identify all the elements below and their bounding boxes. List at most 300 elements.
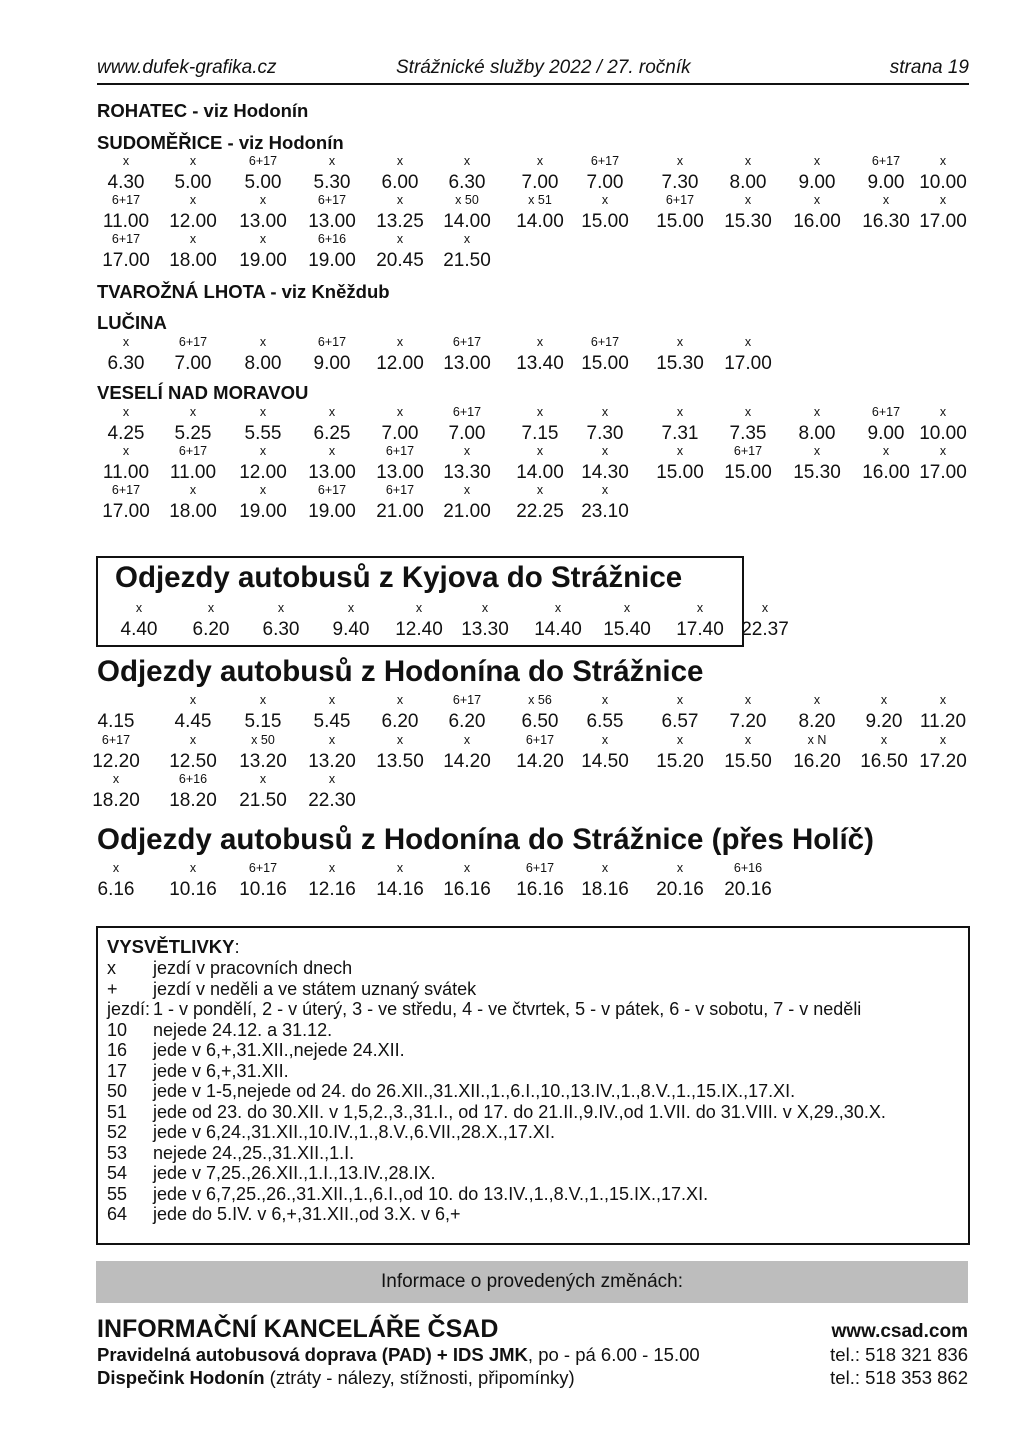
departure-cell (223, 860, 303, 900)
departure-flag: x (744, 193, 752, 207)
departure-cell (708, 192, 788, 232)
legend-item (107, 1020, 332, 1041)
departure-flag: x (328, 861, 336, 875)
changes-info-bar: Informace o provedených změnách: (96, 1261, 968, 1303)
departure-flag: x (536, 444, 544, 458)
departure-flag: x (328, 772, 336, 786)
departure-flag: x (122, 444, 130, 458)
departure-time: 6.30 (448, 172, 486, 193)
departure-cell (725, 600, 805, 640)
departure-time: 21.50 (239, 790, 287, 811)
departure-flag: 6+16 (317, 232, 347, 246)
departure-time: 13.00 (308, 211, 356, 232)
departure-time: 6.20 (448, 711, 486, 732)
departure-flag: x (676, 444, 684, 458)
departure-time: 7.00 (174, 353, 212, 374)
departure-flag: 6+17 (317, 483, 347, 497)
legend-description: jede v 6,+,31.XII. (153, 1060, 289, 1081)
departure-time: 17.20 (919, 751, 967, 772)
departure-time: 11.20 (919, 711, 967, 732)
departure-flag: x (463, 232, 471, 246)
departure-time: 16.00 (862, 462, 910, 483)
departure-flag: x (939, 405, 947, 419)
departure-flag: 6+17 (590, 335, 620, 349)
departure-flag: x 56 (528, 693, 552, 707)
departure-flag: x (939, 444, 947, 458)
departure-time: 14.40 (534, 619, 582, 640)
departure-time: 7.30 (661, 172, 699, 193)
legend-item (107, 1102, 886, 1123)
departure-cell (241, 600, 321, 640)
departure-cell (903, 192, 983, 232)
departure-cell (223, 192, 303, 232)
section-title-sudomerice: SUDOMĚŘICE - viz Hodonín (97, 132, 344, 153)
departure-time: 18.20 (169, 790, 217, 811)
hodonin-title: Odjezdy autobusů z Hodonína do Strážnice (97, 655, 704, 688)
departure-time: 7.00 (448, 423, 486, 444)
departure-time: 18.16 (581, 879, 629, 900)
departure-time: 9.00 (867, 172, 905, 193)
departure-time: 6.50 (521, 711, 559, 732)
departure-cell (708, 153, 788, 193)
departure-time: 17.00 (919, 211, 967, 232)
departure-cell (445, 600, 525, 640)
departure-time: 21.50 (443, 250, 491, 271)
legend-description: jede do 5.IV. v 6,+,31.XII.,od 3.X. v 6,+ (153, 1204, 461, 1224)
departure-flag: x (536, 335, 544, 349)
departure-flag: x (396, 733, 404, 747)
departure-cell (565, 192, 645, 232)
legend-box (96, 926, 970, 1245)
departure-flag: x (813, 405, 821, 419)
departure-flag: x (122, 405, 130, 419)
departure-time: 22.30 (308, 790, 356, 811)
departure-flag: x (189, 232, 197, 246)
departure-time: 9.00 (798, 172, 836, 193)
departure-time: 19.00 (239, 501, 287, 522)
departure-cell (427, 153, 507, 193)
departure-flag: x (744, 154, 752, 168)
departure-cell (153, 771, 233, 811)
departure-flag: x (259, 193, 267, 207)
footer-tel-dispecink: tel.: 518 353 862 (830, 1367, 968, 1388)
legend-description: jezdí v neděli a ve státem uznaný svátek (153, 978, 477, 999)
departure-flag: 6+17 (452, 405, 482, 419)
departure-flag: x (396, 232, 404, 246)
departure-flag: x (259, 335, 267, 349)
departure-time: 6.20 (192, 619, 230, 640)
departure-time: 6.16 (97, 879, 135, 900)
departure-time: 19.00 (239, 250, 287, 271)
departure-time: 14.50 (581, 751, 629, 772)
departure-cell (171, 600, 251, 640)
departure-time: 6.25 (313, 423, 351, 444)
legend-description: jede v 7,25.,26.XII.,1.I.,13.IV.,28.IX. (153, 1163, 436, 1183)
departure-time: 4.30 (107, 172, 145, 193)
legend-key: 53 (107, 1142, 128, 1163)
departure-flag: 6+16 (733, 861, 763, 875)
section-title-tvarozna-lhota: TVAROŽNÁ LHOTA - viz Kněždub (97, 281, 390, 302)
departure-flag: x (347, 601, 355, 615)
departure-cell (777, 153, 857, 193)
footer-url[interactable]: www.csad.com (831, 1321, 968, 1342)
departure-cell (223, 692, 303, 732)
departure-time: 23.10 (581, 501, 629, 522)
departure-cell (427, 732, 507, 772)
departure-flag: x (328, 733, 336, 747)
section-title-lucina: LUČINA (97, 312, 167, 333)
departure-flag: x (536, 483, 544, 497)
legend-item (107, 1081, 795, 1102)
departure-flag: x (396, 405, 404, 419)
departure-cell (427, 192, 507, 232)
departure-flag: 6+17 (101, 733, 131, 747)
departure-time: 15.00 (656, 462, 704, 483)
departure-flag: x (189, 861, 197, 875)
departure-time: 11.00 (102, 462, 150, 483)
departure-time: 14.00 (443, 211, 491, 232)
departure-flag: x (207, 601, 215, 615)
departure-time: 5.00 (174, 172, 212, 193)
departure-time: 5.55 (244, 423, 282, 444)
departure-cell (223, 334, 303, 374)
departure-flag: x (122, 154, 130, 168)
departure-flag: x (463, 861, 471, 875)
departure-cell (153, 231, 233, 271)
departure-time: 14.20 (443, 751, 491, 772)
departure-time: 15.00 (581, 353, 629, 374)
departure-flag: x (328, 154, 336, 168)
header-title: Strážnické služby 2022 / 27. ročník (396, 57, 691, 78)
departure-cell (777, 404, 857, 444)
departure-flag: x (554, 601, 562, 615)
departure-flag: x (601, 861, 609, 875)
departure-cell (153, 860, 233, 900)
departure-time: 12.20 (92, 751, 140, 772)
departure-time: 8.00 (729, 172, 767, 193)
departure-flag: 6+17 (178, 444, 208, 458)
departure-flag: x (536, 405, 544, 419)
departure-flag: 6+17 (111, 483, 141, 497)
departure-time: 20.45 (376, 250, 424, 271)
departure-cell (565, 404, 645, 444)
departure-flag: x (396, 154, 404, 168)
departure-flag: x (396, 335, 404, 349)
departure-flag: 6+17 (665, 193, 695, 207)
departure-time: 14.00 (516, 462, 564, 483)
departure-time: 13.00 (376, 462, 424, 483)
departure-flag: 6+17 (452, 335, 482, 349)
legend-key: 52 (107, 1122, 128, 1142)
departure-flag: x (676, 861, 684, 875)
departure-flag: x (761, 601, 769, 615)
departure-flag: x (601, 405, 609, 419)
departure-cell (565, 482, 645, 522)
departure-flag: x (813, 154, 821, 168)
departure-flag: x (813, 693, 821, 707)
legend-description: jede od 23. do 30.XII. v 1,5,2.,3.,31.I., od 17. do 21.II.,9.IV.,od 1.VII. do 31.VIII. v X,29.,30.X. (153, 1101, 886, 1122)
departure-cell (565, 334, 645, 374)
departure-time: 11.00 (169, 462, 217, 483)
departure-cell (565, 153, 645, 193)
departure-cell (292, 771, 372, 811)
departure-time: 15.00 (581, 211, 629, 232)
departure-time: 8.20 (798, 711, 836, 732)
departure-time: 13.50 (376, 751, 424, 772)
departure-time: 9.00 (867, 423, 905, 444)
departure-time: 7.15 (521, 423, 559, 444)
departure-time: 16.20 (793, 751, 841, 772)
departure-cell (76, 732, 156, 772)
departure-time: 18.20 (92, 790, 140, 811)
header-page: strana 19 (889, 57, 969, 78)
departure-flag: x (396, 861, 404, 875)
departure-time: 10.00 (919, 423, 967, 444)
departure-time: 13.00 (239, 211, 287, 232)
departure-flag: x (396, 693, 404, 707)
departure-cell (903, 404, 983, 444)
departure-time: 22.37 (741, 619, 789, 640)
departure-flag: x (536, 154, 544, 168)
departure-cell (76, 692, 156, 732)
departure-time: 7.00 (521, 172, 559, 193)
departure-flag: x (880, 733, 888, 747)
legend-key: 17 (107, 1060, 128, 1081)
legend-item (107, 1061, 289, 1082)
legend-key: 54 (107, 1163, 128, 1183)
legend-key: + (107, 978, 118, 999)
departure-time: 4.40 (120, 619, 158, 640)
legend-key: 55 (107, 1183, 128, 1204)
departure-flag: x 51 (528, 193, 552, 207)
departure-time: 12.16 (308, 879, 356, 900)
legend-key: 64 (107, 1204, 128, 1224)
departure-flag: x (696, 601, 704, 615)
departure-flag: x (189, 733, 197, 747)
departure-cell (708, 692, 788, 732)
departure-flag: x (744, 693, 752, 707)
legend-description: jede v 6,+,31.XII.,nejede 24.XII. (153, 1040, 405, 1060)
departure-cell (153, 192, 233, 232)
departure-flag: x (415, 601, 423, 615)
departure-flag: 6+17 (452, 693, 482, 707)
departure-flag: x (939, 154, 947, 168)
departure-time: 5.30 (313, 172, 351, 193)
departure-cell (565, 860, 645, 900)
departure-flag: x (189, 693, 197, 707)
departure-flag: x (601, 193, 609, 207)
departure-cell (708, 860, 788, 900)
departure-flag: x (601, 483, 609, 497)
departure-cell (153, 692, 233, 732)
departure-cell (153, 404, 233, 444)
departure-cell (427, 404, 507, 444)
departure-cell (223, 443, 303, 483)
departure-cell (427, 860, 507, 900)
departure-time: 8.00 (798, 423, 836, 444)
legend-item (107, 1143, 354, 1164)
departure-time: 6.30 (107, 353, 145, 374)
departure-cell (903, 153, 983, 193)
departure-time: 13.20 (239, 751, 287, 772)
departure-cell (427, 231, 507, 271)
departure-time: 7.31 (661, 423, 699, 444)
departure-time: 4.25 (107, 423, 145, 444)
legend-description: jede v 6,24.,31.XII.,10.IV.,1.,8.V.,6.VII.,28.X.,17.XI. (153, 1122, 555, 1142)
departure-time: 5.00 (244, 172, 282, 193)
departure-cell (565, 692, 645, 732)
departure-flag: x (259, 444, 267, 458)
legend-key: 50 (107, 1081, 128, 1101)
departure-time: 18.00 (169, 250, 217, 271)
departure-cell (708, 334, 788, 374)
departure-time: 4.15 (97, 711, 135, 732)
departure-flag: 6+17 (317, 335, 347, 349)
departure-flag: 6+17 (111, 193, 141, 207)
departure-flag: 6+17 (111, 232, 141, 246)
departure-flag: x (813, 193, 821, 207)
departure-flag: x (189, 483, 197, 497)
legend-title: VYSVĚTLIVKY: (107, 936, 240, 957)
legend-item (107, 979, 476, 1000)
departure-time: 7.00 (586, 172, 624, 193)
departure-time: 17.00 (102, 501, 150, 522)
departure-cell (565, 732, 645, 772)
departure-time: 15.30 (793, 462, 841, 483)
legend-item (107, 1122, 555, 1143)
departure-flag: 6+17 (248, 861, 278, 875)
legend-item (107, 1040, 405, 1061)
legend-key: 10 (107, 1019, 128, 1040)
departure-time: 7.20 (729, 711, 767, 732)
departure-time: 13.30 (461, 619, 509, 640)
departure-flag: x (189, 405, 197, 419)
departure-cell (223, 771, 303, 811)
departure-time: 22.25 (516, 501, 564, 522)
departure-time: 20.16 (724, 879, 772, 900)
departure-cell (427, 482, 507, 522)
departure-time: 13.40 (516, 353, 564, 374)
section-title-rohatec: ROHATEC - viz Hodonín (97, 100, 309, 121)
departure-flag: x (463, 733, 471, 747)
footer-tel-pad: tel.: 518 321 836 (830, 1344, 968, 1365)
header-site: www.dufek-grafika.cz (97, 57, 277, 78)
departure-cell (153, 482, 233, 522)
departure-flag: x (463, 154, 471, 168)
page-header (97, 57, 969, 85)
departure-flag: x (623, 601, 631, 615)
departure-time: 6.57 (661, 711, 699, 732)
departure-cell (587, 600, 667, 640)
departure-flag: x (744, 405, 752, 419)
departure-time: 15.30 (724, 211, 772, 232)
legend-item (107, 958, 352, 979)
departure-flag: x (259, 483, 267, 497)
departure-flag: x 50 (455, 193, 479, 207)
departure-flag: 6+17 (871, 405, 901, 419)
departure-time: 16.16 (516, 879, 564, 900)
departure-flag: x (259, 232, 267, 246)
departure-time: 18.00 (169, 501, 217, 522)
departure-flag: x (135, 601, 143, 615)
departure-flag: x (676, 405, 684, 419)
departure-flag: 6+17 (525, 861, 555, 875)
departure-time: 10.16 (239, 879, 287, 900)
departure-time: 14.20 (516, 751, 564, 772)
departure-cell (708, 732, 788, 772)
departure-flag: x (601, 693, 609, 707)
departure-flag: 6+17 (385, 483, 415, 497)
departure-cell (99, 600, 179, 640)
departure-flag: 6+17 (385, 444, 415, 458)
footer-line-pad: Pravidelná autobusová doprava (PAD) + IDS JMK, po - pá 6.00 - 15.00 (97, 1344, 700, 1365)
departure-flag: 6+17 (248, 154, 278, 168)
departure-time: 13.30 (443, 462, 491, 483)
departure-time: 10.00 (919, 172, 967, 193)
departure-time: 5.25 (174, 423, 212, 444)
departure-time: 5.45 (313, 711, 351, 732)
legend-item (107, 1163, 436, 1184)
legend-item (107, 1184, 708, 1205)
departure-time: 19.00 (308, 501, 356, 522)
legend-description: jede v 6,7,25.,26.,31.XII.,1.,6.I.,od 10. do 13.IV.,1.,8.V.,1.,15.IX.,17.XI. (153, 1183, 709, 1204)
departure-cell (777, 443, 857, 483)
departure-flag: x (463, 483, 471, 497)
departure-time: 5.15 (244, 711, 282, 732)
departure-time: 17.00 (724, 353, 772, 374)
departure-time: 14.30 (581, 462, 629, 483)
departure-flag: x (882, 444, 890, 458)
departure-cell (903, 692, 983, 732)
departure-time: 14.16 (376, 879, 424, 900)
departure-flag: x (481, 601, 489, 615)
departure-flag: x (189, 154, 197, 168)
departure-flag: x (880, 693, 888, 707)
departure-cell (223, 231, 303, 271)
departure-flag: 6+17 (590, 154, 620, 168)
departure-time: 9.20 (865, 711, 903, 732)
departure-flag (76, 692, 156, 712)
departure-flag: x (112, 772, 120, 786)
departure-flag: x (813, 444, 821, 458)
departure-time: 16.16 (443, 879, 491, 900)
departure-time: 17.40 (676, 619, 724, 640)
departure-flag: x (122, 335, 130, 349)
departure-time: 21.00 (376, 501, 424, 522)
departure-flag: x (259, 693, 267, 707)
departure-time: 17.00 (102, 250, 150, 271)
departure-flag: x (676, 733, 684, 747)
kyjov-title: Odjezdy autobusů z Kyjova do Strážnice (115, 561, 683, 594)
departure-flag: x (112, 861, 120, 875)
departure-cell (76, 771, 156, 811)
departure-time: 7.35 (729, 423, 767, 444)
legend-key: x (107, 958, 116, 978)
departure-cell (708, 443, 788, 483)
departure-cell (153, 443, 233, 483)
footer-title: INFORMAČNÍ KANCELÁŘE ČSAD (97, 1315, 499, 1343)
legend-description: jede v 1-5,nejede od 24. do 26.XII.,31.XII.,1.,6.I.,10.,13.IV.,1.,8.V.,1.,15.IX.,17.XI. (153, 1081, 796, 1101)
departure-cell (427, 692, 507, 732)
section-title-veseli: VESELÍ NAD MORAVOU (97, 382, 309, 403)
departure-time: 15.00 (656, 211, 704, 232)
legend-item (107, 999, 861, 1020)
departure-time: 9.00 (313, 353, 351, 374)
departure-time: 16.00 (793, 211, 841, 232)
departure-flag: x (939, 733, 947, 747)
legend-key: 51 (107, 1101, 128, 1122)
departure-flag: 6+17 (317, 193, 347, 207)
